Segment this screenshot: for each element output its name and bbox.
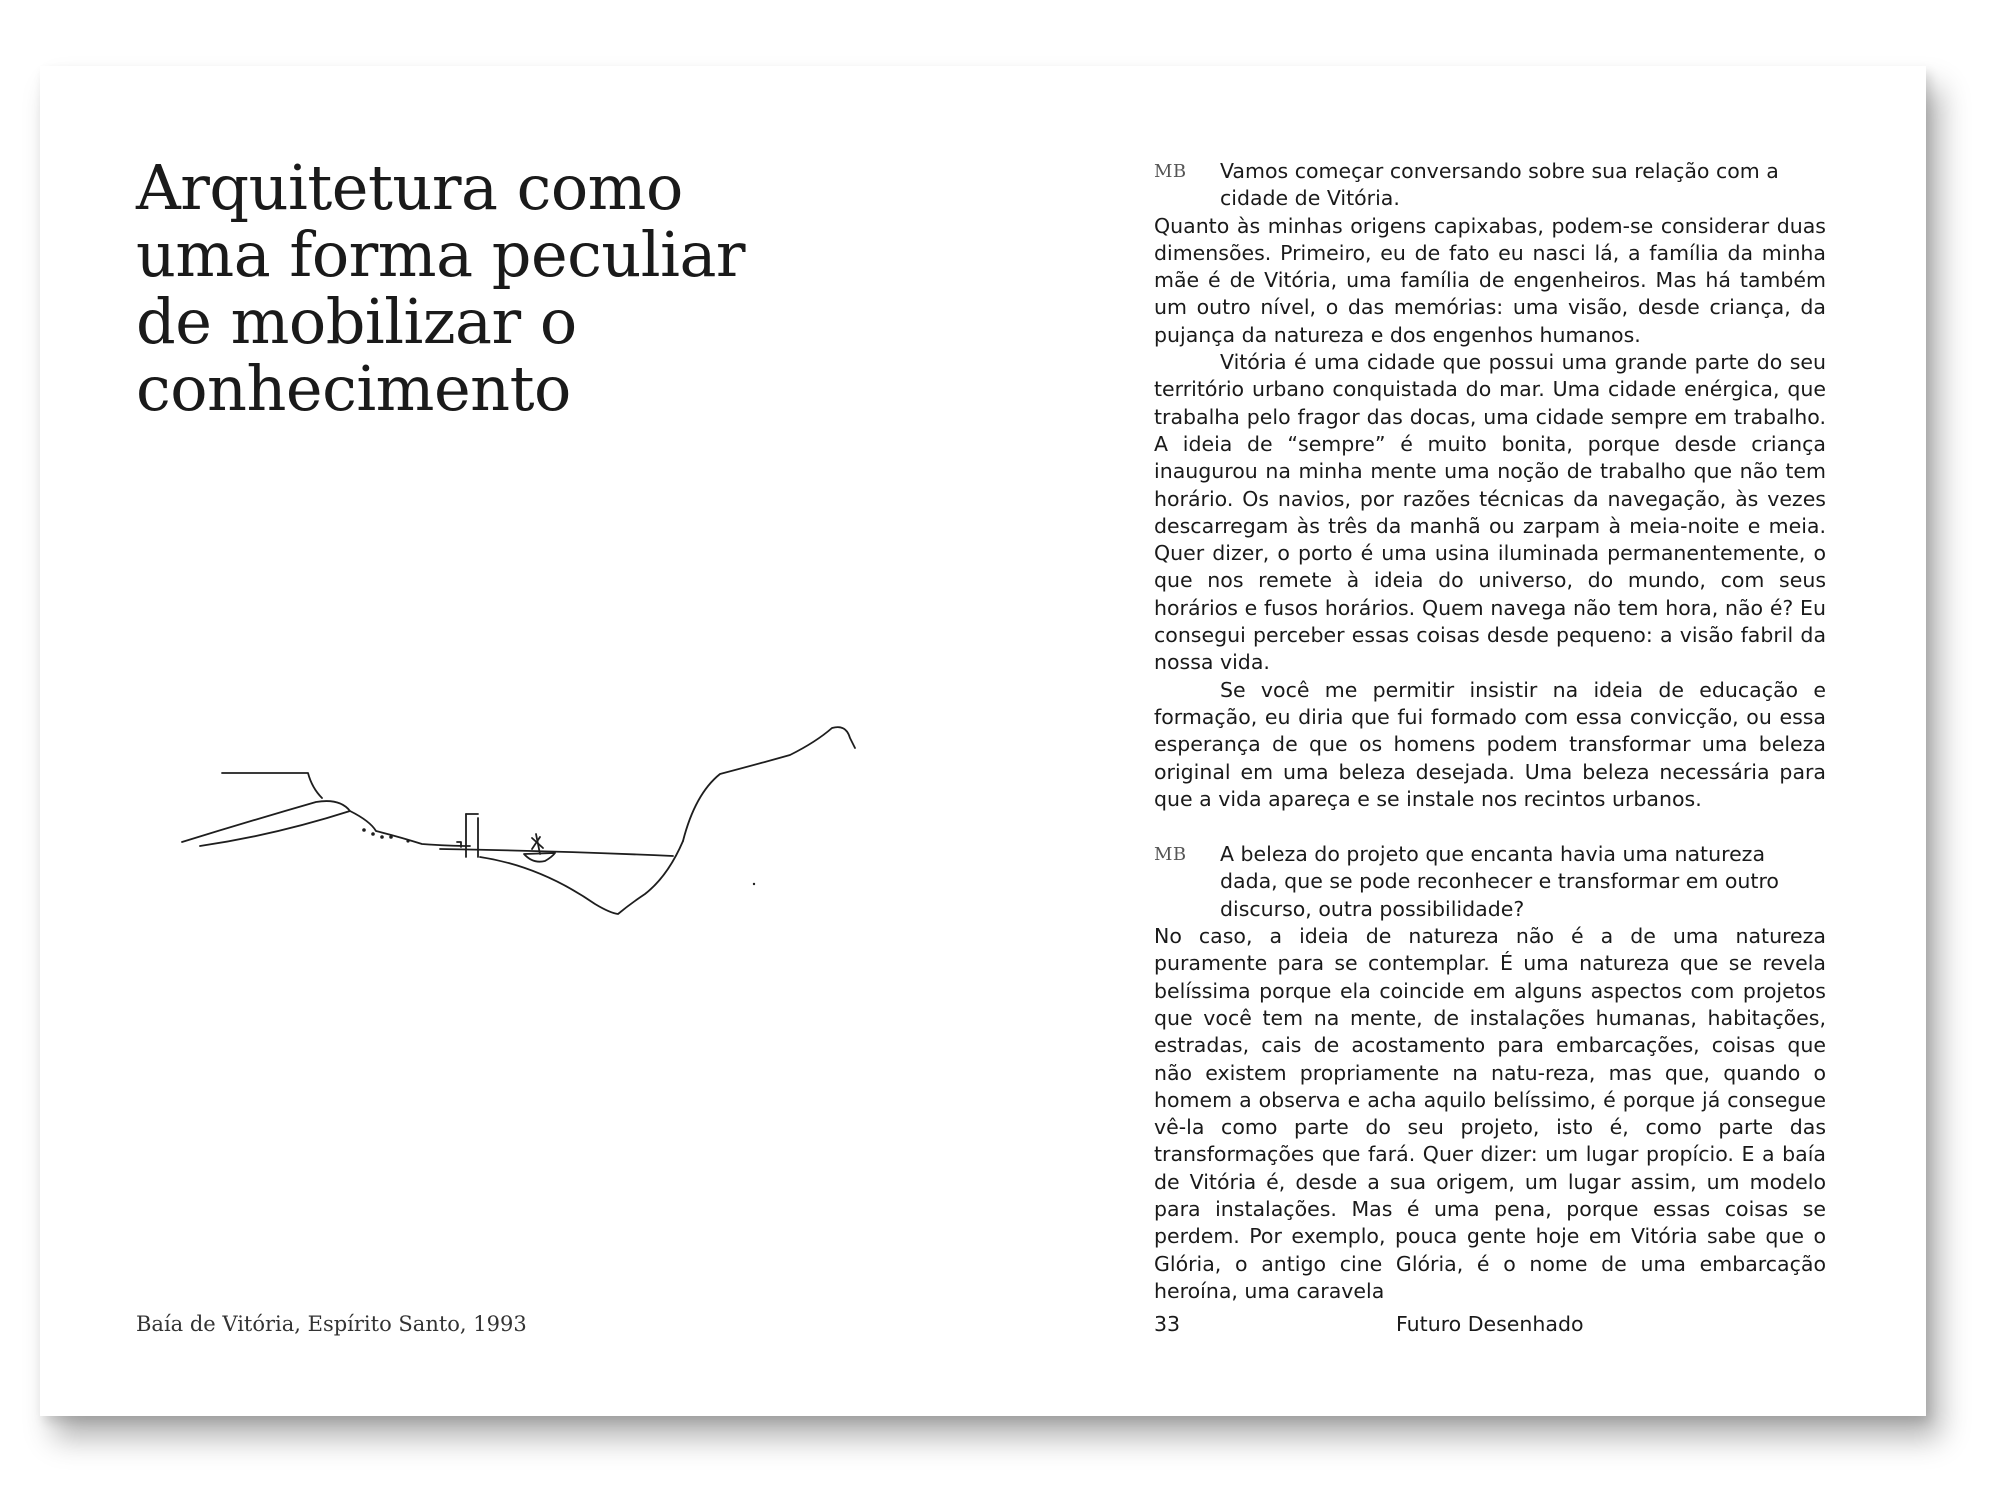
question-text: Vamos começar conversando sobre sua relação com a cidade de Vitória. <box>1220 159 1779 211</box>
harbor-sketch-icon <box>140 666 860 926</box>
sketch-upper-ridge <box>222 773 322 798</box>
answer-paragraph: No caso, a ideia de natureza não é a de uma natureza puramente para se contemplar. É uma natureza que se revela belíssima porque ela coincide em alguns aspectos com projetos que você tem na mente, de instalações humanas, habitações, estradas, cais de acostamento para embarcações, coisas que não existem propriamente na natu-reza, mas que, quando o homem a observa e acha aquilo belíssimo, é porque já consegue vê-la como parte do seu projeto, isto é, como parte das transformações que fará. Quer dizer: um lugar propício. E a baía de Vitória é, desde a sua origem, um lugar assim, um modelo para instalações. Mas é uma pena, porque essas coisas se perdem. Por exemplo, pouca gente hoje em Vitória sabe que o Glória, o antigo cine Glória, é o nome de uma embarcação heroína, uma caravela <box>1154 924 1826 1303</box>
answer <box>1154 213 1826 814</box>
running-title: Futuro Desenhado <box>1396 1312 1584 1336</box>
sketch-hillside <box>200 811 470 846</box>
sketch-left-ridge <box>182 801 350 842</box>
book-spread <box>40 66 1926 1416</box>
answer-paragraph: Quanto às minhas origens capixabas, podem-se considerar duas dimensões. Primeiro, eu de fato eu nasci lá, a família da minha mãe é de Vitória, uma família de engenheiros. Mas há também um outro nível, o das memórias: uma visão, desde criança, da pujança da natureza e dos engenhos humanos. <box>1154 213 1826 347</box>
qa-block <box>1154 841 1826 1305</box>
question <box>1154 158 1826 213</box>
answer <box>1154 923 1826 1305</box>
image-caption: Baía de Vitória, Espírito Santo, 1993 <box>136 1312 527 1336</box>
speaker-label: MB <box>1154 161 1187 182</box>
interview-text <box>1154 158 1826 1305</box>
chapter-title: Arquitetura como uma forma peculiar de mobilizar o conhecimento <box>136 151 746 425</box>
page-number: 33 <box>1154 1312 1181 1336</box>
answer-paragraph: Vitória é uma cidade que possui uma grande parte do seu território urbano conquistada do mar. Uma cidade enérgica, que trabalha pelo fragor das docas, uma cidade sempre em trabalho. A ideia de “sempre” é muito bonita, porque desde criança inaugurou na minha mente uma noção de trabalho que não tem horário. Os navios, por razões técnicas da navegação, às vezes descarregam às três da manhã ou zarpam à meia-noite e meia. Quer dizer, o porto é uma usina iluminada permanentemente, o que nos remete à ideia do universo, do mundo, com seus horários e fusos horários. Quem navega não tem hora, não é? Eu consegui perceber essas coisas desde pequeno: a visão fabril da nossa vida. <box>1154 350 1826 675</box>
question <box>1154 841 1826 923</box>
sketch-waterline <box>440 849 673 856</box>
question-text: A beleza do projeto que encanta havia uma natureza dada, que se pode reconhecer e transformar em outro discurso, outra possibilidade? <box>1220 842 1779 921</box>
qa-block <box>1154 158 1826 813</box>
sketch-right-mountain <box>683 727 855 841</box>
speaker-label: MB <box>1154 844 1187 866</box>
answer-paragraph: Se você me permitir insistir na ideia de educação e formação, eu diria que fui formado com essa convicção, ou essa esperança de que os homens podem transformar uma beleza original em uma beleza desejada. Uma beleza necessária para que a vida apareça e se instale nos recintos urbanos. <box>1154 677 1826 811</box>
